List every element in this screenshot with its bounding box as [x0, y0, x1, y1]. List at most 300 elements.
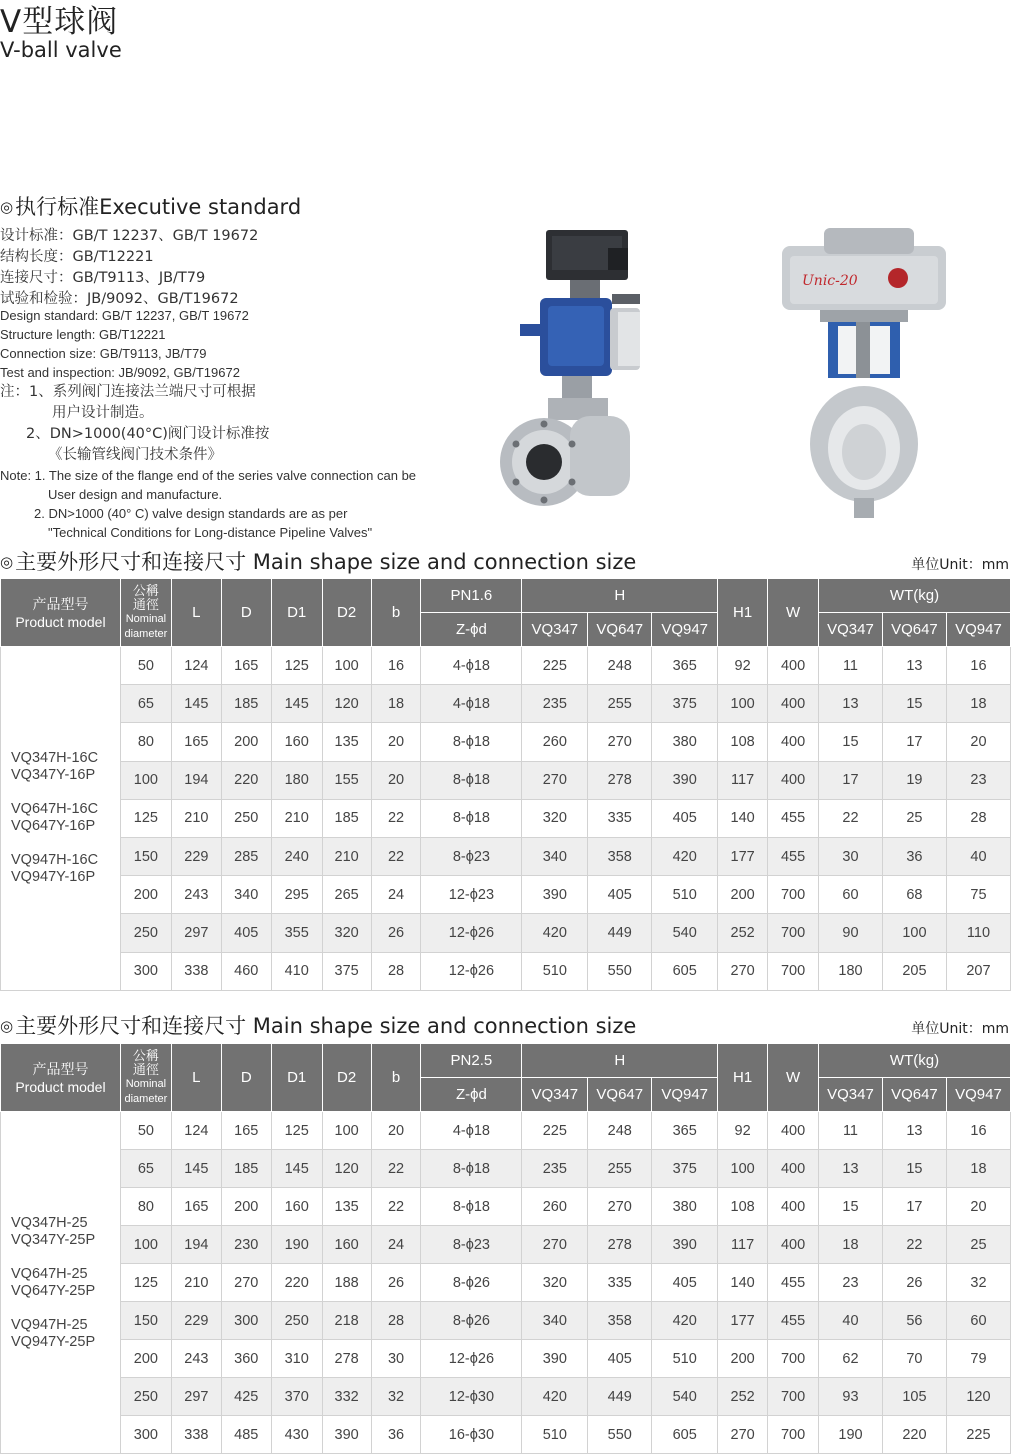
- table-cell: 80: [120, 723, 171, 761]
- product-model-cell: [1, 1112, 121, 1454]
- table-cell: 278: [588, 1226, 652, 1264]
- table1-heading: ◎主要外形尺寸和连接尺寸 Main shape size and connection size: [0, 550, 637, 574]
- table-cell: 160: [271, 1188, 322, 1226]
- table-cell: 200: [221, 723, 271, 761]
- table-cell: 185: [221, 1150, 271, 1188]
- standard-line: 结构长度：GB/T12221: [0, 249, 154, 265]
- circle-mark-icon: ◎: [0, 198, 14, 216]
- table-cell: 420: [652, 1302, 718, 1340]
- table-cell: 79: [946, 1340, 1010, 1378]
- header-h-vq647: VQ647: [588, 613, 652, 647]
- header-z-d: Z-ϕd: [421, 1078, 522, 1112]
- table-cell: 229: [171, 837, 221, 875]
- table-cell: 700: [768, 1340, 819, 1378]
- table-cell: 455: [768, 1264, 819, 1302]
- header-wt-vq947: VQ947: [946, 613, 1010, 647]
- table-cell: 135: [322, 723, 371, 761]
- table-cell: 220: [221, 761, 271, 799]
- standard-line: 试验和检验：JB/9092、GB/T19672: [0, 291, 239, 307]
- table-cell: 70: [882, 1340, 946, 1378]
- table-cell: 380: [652, 1188, 718, 1226]
- table-cell: 270: [718, 952, 768, 990]
- table-cell: 605: [652, 952, 718, 990]
- table-cell: 405: [652, 1264, 718, 1302]
- table-cell: 17: [882, 723, 946, 761]
- table-cell: 15: [819, 1188, 883, 1226]
- model-name: VQ947H-16C: [11, 852, 99, 869]
- table-cell: 25: [882, 799, 946, 837]
- table-cell: 12-ϕ23: [421, 876, 522, 914]
- header-h-vq947: VQ947: [652, 613, 718, 647]
- table-row: [1, 914, 1011, 952]
- table-cell: 400: [768, 1150, 819, 1188]
- model-name: VQ947Y-25P: [11, 1333, 96, 1350]
- model-name: VQ647Y-16P: [11, 818, 96, 835]
- header-wt-vq347: VQ347: [819, 1078, 883, 1112]
- header-h-vq947: VQ947: [652, 1078, 718, 1112]
- standard-line-en: Connection size: GB/T9113, JB/T79: [0, 346, 207, 361]
- table-cell: 125: [271, 647, 322, 685]
- table-cell: 28: [371, 1302, 421, 1340]
- circle-mark-icon: ◎: [0, 1017, 14, 1035]
- table-cell: 18: [946, 685, 1010, 723]
- table-cell: 165: [171, 1188, 221, 1226]
- table-cell: 155: [322, 761, 371, 799]
- table-cell: 285: [221, 837, 271, 875]
- table-cell: 260: [522, 723, 588, 761]
- table-cell: 100: [322, 1112, 371, 1150]
- table-cell: 140: [718, 1264, 768, 1302]
- table-cell: 180: [271, 761, 322, 799]
- header-z-d: Z-ϕd: [421, 613, 522, 647]
- header-h-vq347: VQ347: [522, 1078, 588, 1112]
- model-name: VQ947H-25: [11, 1316, 88, 1333]
- table-cell: 430: [271, 1416, 322, 1454]
- standard-block: [0, 226, 470, 542]
- header-D: D: [221, 1044, 271, 1112]
- table-cell: 4-ϕ18: [421, 647, 522, 685]
- header-W: W: [768, 579, 819, 647]
- table-cell: 15: [882, 685, 946, 723]
- table-cell: 8-ϕ26: [421, 1264, 522, 1302]
- table-cell: 248: [588, 647, 652, 685]
- spec-table-pn16: [0, 578, 1011, 991]
- table-cell: 405: [588, 1340, 652, 1378]
- table-cell: 405: [588, 876, 652, 914]
- table-cell: 320: [522, 1264, 588, 1302]
- header-h-vq347: VQ347: [522, 613, 588, 647]
- table-cell: 28: [946, 799, 1010, 837]
- header-product-model: 产品型号 Product model: [1, 579, 121, 647]
- table-cell: 230: [221, 1226, 271, 1264]
- table-cell: 40: [946, 837, 1010, 875]
- table-cell: 338: [171, 1416, 221, 1454]
- table-cell: 390: [522, 1340, 588, 1378]
- page-title: V型球阀: [0, 4, 119, 40]
- product-model-cell: [1, 647, 121, 991]
- table-cell: 297: [171, 1378, 221, 1416]
- table-row: [1, 952, 1011, 990]
- table-cell: 210: [322, 837, 371, 875]
- table-cell: 20: [946, 1188, 1010, 1226]
- model-name: VQ347H-25: [11, 1214, 88, 1231]
- table-row: [1, 723, 1011, 761]
- table-cell: 18: [819, 1226, 883, 1264]
- table-cell: 243: [171, 1340, 221, 1378]
- table-cell: 225: [522, 647, 588, 685]
- header-pn: PN2.5: [421, 1044, 522, 1078]
- table-cell: 36: [371, 1416, 421, 1454]
- table-cell: 310: [271, 1340, 322, 1378]
- table-cell: 16: [371, 647, 421, 685]
- model-name: VQ347H-16C: [11, 750, 99, 767]
- table-row: [1, 1416, 1011, 1454]
- table1-unit: 单位Unit：mm: [911, 557, 1009, 573]
- table-cell: 200: [718, 876, 768, 914]
- table-cell: 605: [652, 1416, 718, 1454]
- table-cell: 100: [120, 761, 171, 799]
- header-D1: D1: [271, 1044, 322, 1112]
- table-cell: 190: [819, 1416, 883, 1454]
- table-cell: 332: [322, 1378, 371, 1416]
- table-cell: 18: [371, 685, 421, 723]
- table-cell: 550: [588, 952, 652, 990]
- table-cell: 125: [271, 1112, 322, 1150]
- table-cell: 177: [718, 1302, 768, 1340]
- table-cell: 390: [522, 876, 588, 914]
- header-D2: D2: [322, 579, 371, 647]
- table-cell: 12-ϕ26: [421, 952, 522, 990]
- table-cell: 22: [371, 1150, 421, 1188]
- note-line: 用户设计制造。: [52, 405, 154, 421]
- model-name: VQ647H-16C: [11, 801, 99, 818]
- table-cell: 16-ϕ30: [421, 1416, 522, 1454]
- header-wt-vq947: VQ947: [946, 1078, 1010, 1112]
- table-cell: 11: [819, 1112, 883, 1150]
- table-cell: 17: [819, 761, 883, 799]
- header-L: L: [171, 1044, 221, 1112]
- table-cell: 13: [882, 647, 946, 685]
- table-cell: 320: [322, 914, 371, 952]
- table-cell: 335: [588, 799, 652, 837]
- table-cell: 700: [768, 1378, 819, 1416]
- note-line-en: "Technical Conditions for Long-distance Pipeline Valves": [48, 525, 373, 540]
- model-name: VQ647Y-25P: [11, 1282, 96, 1299]
- table-cell: 400: [768, 1226, 819, 1264]
- table-cell: 340: [221, 876, 271, 914]
- table-cell: 400: [768, 1112, 819, 1150]
- note-line: 《长输管线阀门技术条件》: [48, 447, 222, 463]
- table-row: [1, 685, 1011, 723]
- table2-unit: 单位Unit：mm: [911, 1021, 1009, 1037]
- table-cell: 218: [322, 1302, 371, 1340]
- standard-line-en: Design standard: GB/T 12237, GB/T 19672: [0, 308, 249, 323]
- table-cell: 100: [322, 647, 371, 685]
- table-cell: 93: [819, 1378, 883, 1416]
- header-D1: D1: [271, 579, 322, 647]
- header-pn: PN1.6: [421, 579, 522, 613]
- table-cell: 270: [221, 1264, 271, 1302]
- note-line: 注：1、系列阀门连接法兰端尺寸可根据: [0, 384, 256, 400]
- table-cell: 40: [819, 1302, 883, 1340]
- table-cell: 135: [322, 1188, 371, 1226]
- table-cell: 92: [718, 1112, 768, 1150]
- table-cell: 92: [718, 647, 768, 685]
- table-cell: 145: [171, 1150, 221, 1188]
- table-row: [1, 1302, 1011, 1340]
- note-line-en: 2. DN>1000 (40° C) valve design standards are as per: [34, 506, 348, 521]
- table-cell: 455: [768, 799, 819, 837]
- table-cell: 200: [718, 1340, 768, 1378]
- table-cell: 23: [946, 761, 1010, 799]
- table-cell: 255: [588, 1150, 652, 1188]
- table-cell: 358: [588, 1302, 652, 1340]
- table-cell: 125: [120, 799, 171, 837]
- table-cell: 12-ϕ30: [421, 1378, 522, 1416]
- table-cell: 255: [588, 685, 652, 723]
- standard-line-en: Test and inspection: JB/9092, GB/T19672: [0, 365, 240, 380]
- table-cell: 26: [371, 1264, 421, 1302]
- table-cell: 165: [221, 647, 271, 685]
- table-cell: 8-ϕ18: [421, 1188, 522, 1226]
- table-row: [1, 1112, 1011, 1150]
- table-row: [1, 876, 1011, 914]
- table-cell: 145: [271, 685, 322, 723]
- table-cell: 340: [522, 837, 588, 875]
- table-cell: 8-ϕ26: [421, 1302, 522, 1340]
- model-name: VQ647H-25: [11, 1265, 88, 1282]
- table-cell: 12-ϕ26: [421, 914, 522, 952]
- table-cell: 100: [718, 1150, 768, 1188]
- table-cell: 188: [322, 1264, 371, 1302]
- table-cell: 220: [271, 1264, 322, 1302]
- table-cell: 410: [271, 952, 322, 990]
- table-row: [1, 647, 1011, 685]
- table-cell: 20: [371, 761, 421, 799]
- table-cell: 11: [819, 647, 883, 685]
- table-cell: 124: [171, 647, 221, 685]
- table-cell: 160: [322, 1226, 371, 1264]
- table-cell: 90: [819, 914, 883, 952]
- table-cell: 13: [819, 1150, 883, 1188]
- table-cell: 150: [120, 837, 171, 875]
- table-cell: 165: [221, 1112, 271, 1150]
- table-cell: 24: [371, 1226, 421, 1264]
- table-cell: 210: [171, 799, 221, 837]
- table-cell: 8-ϕ18: [421, 799, 522, 837]
- table-cell: 320: [522, 799, 588, 837]
- table-cell: 265: [322, 876, 371, 914]
- table-cell: 22: [371, 837, 421, 875]
- table-cell: 270: [588, 1188, 652, 1226]
- header-D2: D2: [322, 1044, 371, 1112]
- table-cell: 449: [588, 914, 652, 952]
- table-cell: 108: [718, 1188, 768, 1226]
- header-b: b: [371, 1044, 421, 1112]
- table-cell: 700: [768, 876, 819, 914]
- table-cell: 140: [718, 799, 768, 837]
- table-cell: 225: [946, 1416, 1010, 1454]
- table-cell: 24: [371, 876, 421, 914]
- header-WT: WT(kg): [819, 1044, 1011, 1078]
- table-cell: 405: [221, 914, 271, 952]
- table-cell: 278: [588, 761, 652, 799]
- table-cell: 28: [371, 952, 421, 990]
- table-cell: 300: [221, 1302, 271, 1340]
- table-cell: 36: [882, 837, 946, 875]
- table-cell: 100: [882, 914, 946, 952]
- table-cell: 455: [768, 837, 819, 875]
- model-name: VQ347Y-16P: [11, 767, 96, 784]
- table-row: [1, 761, 1011, 799]
- page-subtitle: V-ball valve: [0, 38, 122, 62]
- table-cell: 18: [946, 1150, 1010, 1188]
- table-cell: 365: [652, 647, 718, 685]
- table-cell: 62: [819, 1340, 883, 1378]
- table-cell: 295: [271, 876, 322, 914]
- table-cell: 65: [120, 685, 171, 723]
- table-cell: 270: [522, 761, 588, 799]
- table-cell: 252: [718, 1378, 768, 1416]
- table-row: [1, 837, 1011, 875]
- table-cell: 400: [768, 761, 819, 799]
- header-H: H: [522, 1044, 718, 1078]
- table-cell: 485: [221, 1416, 271, 1454]
- note-line: 2、DN>1000(40°C)阀门设计标准按: [26, 426, 270, 442]
- table-cell: 460: [221, 952, 271, 990]
- table-cell: 700: [768, 1416, 819, 1454]
- table-cell: 17: [882, 1188, 946, 1226]
- table-cell: 510: [652, 1340, 718, 1378]
- standard-heading: ◎执行标准Executive standard: [0, 195, 302, 219]
- table-cell: 390: [322, 1416, 371, 1454]
- table-cell: 200: [221, 1188, 271, 1226]
- table-cell: 207: [946, 952, 1010, 990]
- table-cell: 220: [882, 1416, 946, 1454]
- table-cell: 420: [522, 1378, 588, 1416]
- table-cell: 235: [522, 685, 588, 723]
- table-cell: 15: [882, 1150, 946, 1188]
- table-row: [1, 799, 1011, 837]
- table-cell: 30: [819, 837, 883, 875]
- table-cell: 8-ϕ18: [421, 1150, 522, 1188]
- table-cell: 145: [271, 1150, 322, 1188]
- table-cell: 13: [882, 1112, 946, 1150]
- model-name: VQ947Y-16P: [11, 869, 96, 886]
- header-wt-vq347: VQ347: [819, 613, 883, 647]
- table-cell: 510: [652, 876, 718, 914]
- table-cell: 75: [946, 876, 1010, 914]
- table-cell: 540: [652, 1378, 718, 1416]
- actuator-brand-label: Unic-20: [802, 273, 858, 289]
- table-cell: 20: [946, 723, 1010, 761]
- table-cell: 375: [322, 952, 371, 990]
- table-cell: 405: [652, 799, 718, 837]
- table-cell: 240: [271, 837, 322, 875]
- table-cell: 355: [271, 914, 322, 952]
- table-cell: 194: [171, 1226, 221, 1264]
- table-row: [1, 1340, 1011, 1378]
- model-name: VQ347Y-25P: [11, 1231, 96, 1248]
- pneumatic-valve-image: [500, 226, 640, 521]
- table-cell: 68: [882, 876, 946, 914]
- standard-line-en: Structure length: GB/T12221: [0, 327, 166, 342]
- table-cell: 80: [120, 1188, 171, 1226]
- table-cell: 60: [946, 1302, 1010, 1340]
- table-cell: 190: [271, 1226, 322, 1264]
- table-cell: 270: [522, 1226, 588, 1264]
- table-cell: 420: [522, 914, 588, 952]
- table-row: [1, 1226, 1011, 1264]
- table-cell: 110: [946, 914, 1010, 952]
- table-cell: 194: [171, 761, 221, 799]
- table-cell: 400: [768, 723, 819, 761]
- table-cell: 26: [882, 1264, 946, 1302]
- header-wt-vq647: VQ647: [882, 613, 946, 647]
- table-cell: 225: [522, 1112, 588, 1150]
- table-cell: 340: [522, 1302, 588, 1340]
- table-cell: 125: [120, 1264, 171, 1302]
- table-cell: 25: [946, 1226, 1010, 1264]
- table-cell: 32: [371, 1378, 421, 1416]
- header-L: L: [171, 579, 221, 647]
- table-cell: 210: [171, 1264, 221, 1302]
- table-cell: 12-ϕ26: [421, 1340, 522, 1378]
- table-cell: 250: [120, 914, 171, 952]
- table-cell: 260: [522, 1188, 588, 1226]
- table-cell: 145: [171, 685, 221, 723]
- table-cell: 365: [652, 1112, 718, 1150]
- table-cell: 177: [718, 837, 768, 875]
- table-cell: 160: [271, 723, 322, 761]
- table-cell: 19: [882, 761, 946, 799]
- table-cell: 117: [718, 1226, 768, 1264]
- table-cell: 250: [120, 1378, 171, 1416]
- table-cell: 210: [271, 799, 322, 837]
- table-row: [1, 1150, 1011, 1188]
- table-cell: 243: [171, 876, 221, 914]
- table-cell: 700: [768, 952, 819, 990]
- standard-line: 连接尺寸：GB/T9113、JB/T79: [0, 270, 206, 286]
- table-cell: 32: [946, 1264, 1010, 1302]
- table-cell: 400: [768, 1188, 819, 1226]
- table-cell: 278: [322, 1340, 371, 1378]
- table-cell: 185: [322, 799, 371, 837]
- table-cell: 390: [652, 761, 718, 799]
- table-cell: 420: [652, 837, 718, 875]
- table-cell: 16: [946, 1112, 1010, 1150]
- table-cell: 250: [221, 799, 271, 837]
- table-cell: 229: [171, 1302, 221, 1340]
- table-cell: 297: [171, 914, 221, 952]
- table-cell: 250: [271, 1302, 322, 1340]
- table-cell: 400: [768, 685, 819, 723]
- table-cell: 165: [171, 723, 221, 761]
- note-line-en: Note: 1. The size of the flange end of the series valve connection can be: [0, 468, 417, 483]
- table-cell: 60: [819, 876, 883, 914]
- table-cell: 370: [271, 1378, 322, 1416]
- header-product-model: 产品型号 Product model: [1, 1044, 121, 1112]
- table-cell: 100: [718, 685, 768, 723]
- table-cell: 8-ϕ18: [421, 723, 522, 761]
- table-cell: 550: [588, 1416, 652, 1454]
- table-cell: 425: [221, 1378, 271, 1416]
- header-H: H: [522, 579, 718, 613]
- table-cell: 380: [652, 723, 718, 761]
- table-cell: 8-ϕ18: [421, 761, 522, 799]
- table-cell: 200: [120, 1340, 171, 1378]
- table-cell: 205: [882, 952, 946, 990]
